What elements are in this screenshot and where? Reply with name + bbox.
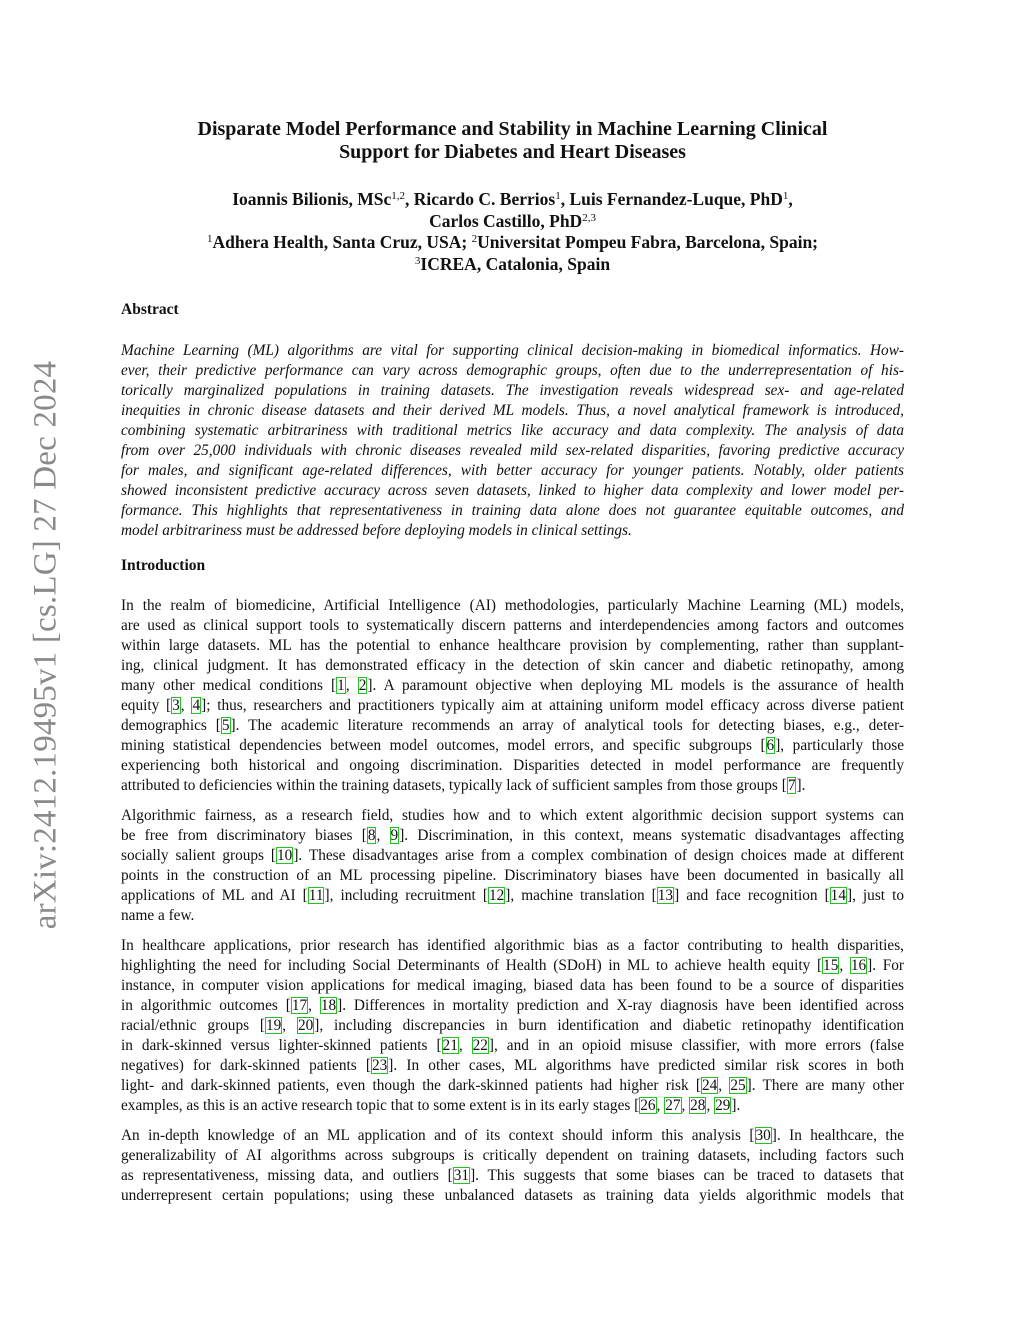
citation-link[interactable]: 4 bbox=[192, 697, 201, 714]
text-segment: equity [ bbox=[121, 697, 172, 714]
intro-paragraph-4 bbox=[121, 1126, 904, 1206]
text-segment: ] and face recognition [ bbox=[674, 887, 830, 904]
text-segment: light- and dark-skinned patients, even though the dark-skinned patients had higher risk [ bbox=[121, 1077, 701, 1094]
affiliation-line-2 bbox=[121, 254, 904, 276]
author-separator: , bbox=[788, 189, 793, 209]
text-segment: many other medical conditions [ bbox=[121, 677, 337, 694]
affiliation-line-1 bbox=[121, 232, 904, 254]
citation-link[interactable]: 22 bbox=[472, 1037, 488, 1054]
citation-link[interactable]: 30 bbox=[755, 1127, 771, 1144]
text-line bbox=[121, 716, 904, 736]
affiliation: Universitat Pompeu Fabra, Barcelona, Spain; bbox=[477, 232, 819, 253]
text-segment: ], just to bbox=[846, 887, 904, 904]
author-name: , Luis Fernandez-Luque, PhD bbox=[560, 189, 783, 209]
text-segment: , bbox=[282, 1017, 297, 1034]
text-segment: ], machine translation [ bbox=[505, 887, 657, 904]
text-segment: , bbox=[180, 697, 192, 714]
abstract-line: inequities in chronic disease datasets and their derived ML models. Thus, a novel analytical framework is introduced, bbox=[121, 402, 904, 419]
text-segment: examples, as this is an active research topic that to some extent is in its early stages [ bbox=[121, 1097, 640, 1114]
text-segment: ]. This suggests that some biases can be traced to datasets that bbox=[470, 1167, 904, 1184]
text-segment: , bbox=[656, 1097, 665, 1114]
text-line bbox=[121, 1076, 904, 1096]
abstract-line: for males, and significant age-related differences, with better accuracy for younger patients. Notably, older patients bbox=[121, 462, 904, 479]
text-segment: , bbox=[345, 677, 358, 694]
text-line bbox=[121, 1126, 904, 1146]
affiliation: Adhera Health, Santa Cruz, USA; bbox=[212, 232, 472, 253]
text-line bbox=[121, 1056, 904, 1076]
text-segment: , bbox=[839, 957, 850, 974]
citation-link[interactable]: 2 bbox=[358, 677, 367, 694]
arxiv-identifier-stamp bbox=[27, 350, 64, 940]
text-segment: socially salient groups [ bbox=[121, 847, 277, 864]
text-segment: ]. Differences in mortality prediction and X-ray diagnosis have been identified across bbox=[337, 997, 904, 1014]
affiliation-mark: 1 bbox=[782, 190, 789, 202]
text-line bbox=[121, 1036, 904, 1056]
text-segment: in dark-skinned versus lighter-skinned patients [ bbox=[121, 1037, 442, 1054]
abstract-line: Machine Learning (ML) algorithms are vital for supporting clinical decision-making in biomedical informatics. How- bbox=[121, 342, 904, 359]
title-line-2: Support for Diabetes and Heart Diseases bbox=[339, 141, 686, 163]
citation-link[interactable]: 12 bbox=[488, 887, 505, 904]
text-segment: ]. Discrimination, in this context, means systematic disadvantages affecting bbox=[399, 827, 904, 844]
citation-link[interactable]: 25 bbox=[730, 1077, 746, 1094]
affiliation-mark: 2 bbox=[471, 233, 478, 246]
text-line bbox=[121, 676, 904, 696]
citation-link[interactable]: 1 bbox=[337, 677, 345, 694]
title-line-1: Disparate Model Performance and Stability in Machine Learning Clinical bbox=[197, 118, 828, 140]
text-line: experiencing both historical and ongoing discrimination. Disparities detected in model performance are frequently bbox=[121, 757, 904, 774]
affiliation-mark: 3 bbox=[414, 255, 421, 268]
text-segment: highlighting the need for including Social Determinants of Health (SDoH) in ML to achieve health equity [ bbox=[121, 957, 823, 974]
citation-link[interactable]: 28 bbox=[690, 1097, 706, 1114]
citation-link[interactable]: 3 bbox=[172, 697, 180, 714]
citation-link[interactable]: 7 bbox=[787, 777, 796, 794]
citation-link[interactable]: 21 bbox=[442, 1037, 458, 1054]
text-segment: be free from discriminatory biases [ bbox=[121, 827, 367, 844]
text-segment: , bbox=[376, 827, 390, 844]
citation-link[interactable]: 17 bbox=[291, 997, 308, 1014]
text-segment: ], particularly those bbox=[775, 737, 904, 754]
citation-link[interactable]: 26 bbox=[640, 1097, 656, 1114]
text-line bbox=[121, 696, 904, 716]
text-segment: ], including recruitment [ bbox=[324, 887, 488, 904]
citation-link[interactable]: 14 bbox=[830, 887, 846, 904]
text-segment: attributed to deficiencies within the training datasets, typically lack of sufficient samples from those groups [ bbox=[121, 777, 787, 794]
abstract-line: torically marginalized populations in training datasets. The investigation reveals widespread sex- and age-related bbox=[121, 382, 904, 399]
citation-link[interactable]: 13 bbox=[657, 887, 674, 904]
text-segment: mining statistical dependencies between model outcomes, model errors, and specific subgroups [ bbox=[121, 737, 766, 754]
affiliation-mark: 1 bbox=[206, 233, 213, 246]
text-segment: An in-depth knowledge of an ML application and of its context should inform this analysis [ bbox=[121, 1127, 755, 1144]
abstract-line: showed inconsistent predictive accuracy across seven datasets, linked to higher data complexity and lower model per- bbox=[121, 482, 904, 499]
intro-paragraph-1 bbox=[121, 596, 904, 796]
intro-paragraph-2 bbox=[121, 806, 904, 926]
text-line bbox=[121, 886, 904, 906]
abstract-line: formance. This highlights that representativeness in training data alone does not guarantee equitable outcomes, and bbox=[121, 502, 904, 519]
citation-link[interactable]: 18 bbox=[320, 997, 337, 1014]
text-line bbox=[121, 776, 904, 796]
citation-link[interactable]: 23 bbox=[371, 1057, 388, 1074]
text-line: points in the construction of an ML processing pipeline. Discriminatory biases have been documented in basically all bbox=[121, 867, 904, 884]
text-line: In the realm of biomedicine, Artificial Intelligence (AI) methodologies, particularly Machine Learning (ML) models, bbox=[121, 597, 904, 614]
citation-link[interactable]: 8 bbox=[367, 827, 376, 844]
abstract-line: ever, their predictive performance can vary across demographic groups, often due to the underrepresentation of his- bbox=[121, 362, 904, 379]
citation-link[interactable]: 15 bbox=[823, 957, 839, 974]
affiliation: ICREA, Catalonia, Spain bbox=[420, 254, 611, 275]
author-name: Ioannis Bilionis, MSc bbox=[232, 189, 392, 209]
citation-link[interactable]: 10 bbox=[277, 847, 293, 864]
affiliation-mark: 1,2 bbox=[391, 190, 405, 202]
text-line: name a few. bbox=[121, 907, 195, 924]
abstract-text bbox=[121, 341, 904, 541]
text-segment: racial/ethnic groups [ bbox=[121, 1017, 265, 1034]
text-segment: ]. In other cases, ML algorithms have predicted similar risk scores in both bbox=[388, 1057, 904, 1074]
text-segment: ], including discrepancies in burn identification and diabetic retinopathy identification bbox=[314, 1017, 904, 1034]
citation-link[interactable]: 29 bbox=[715, 1097, 731, 1114]
text-line bbox=[121, 846, 904, 866]
abstract-line: combining systematic arbitrariness with traditional metrics like accuracy and data complexity. The analysis of data bbox=[121, 422, 904, 439]
text-segment: ]; thus, researchers and practitioners typically aim at attaining uniform model efficacy across diverse patient bbox=[201, 697, 904, 714]
text-segment: ]. A paramount objective when deploying ML models is the assurance of health bbox=[367, 677, 904, 694]
text-line: Algorithmic fairness, as a research field, studies how and to which extent algorithmic decision support systems can bbox=[121, 807, 904, 824]
intro-paragraph-3 bbox=[121, 936, 904, 1116]
text-segment: , bbox=[718, 1077, 730, 1094]
text-segment: as representativeness, missing data, and outliers [ bbox=[121, 1167, 453, 1184]
citation-link[interactable]: 31 bbox=[453, 1167, 470, 1184]
text-segment: , bbox=[308, 997, 320, 1014]
text-segment: negatives) for dark-skinned patients [ bbox=[121, 1057, 371, 1074]
text-segment: ]. In healthcare, the bbox=[771, 1127, 904, 1144]
text-line bbox=[121, 1096, 904, 1116]
text-line bbox=[121, 1016, 904, 1036]
arxiv-id: arXiv:2412.19495v1 [cs.LG] 27 Dec 2024 bbox=[27, 360, 64, 930]
text-segment: , bbox=[706, 1097, 715, 1114]
author-line-2 bbox=[121, 211, 904, 233]
citation-link[interactable]: 16 bbox=[850, 957, 867, 974]
text-segment: applications of ML and AI [ bbox=[121, 887, 308, 904]
text-line: are used as clinical support tools to systematically discern patterns and interdependencies among factors and outcomes bbox=[121, 617, 904, 634]
paper-title bbox=[121, 118, 904, 164]
author-name: , Ricardo C. Berrios bbox=[405, 189, 556, 209]
affiliation-mark: 1 bbox=[555, 190, 561, 202]
author-line-1 bbox=[121, 189, 904, 211]
text-segment: ]. bbox=[796, 777, 806, 794]
text-segment: ]. There are many other bbox=[746, 1077, 904, 1094]
text-line: instance, in computer vision applications for medical imaging, biased data has been found to be a source of disparities bbox=[121, 977, 904, 994]
text-segment: ]. The academic literature recommends an array of analytical tools for detecting biases, e.g., deter- bbox=[230, 717, 904, 734]
text-line bbox=[121, 996, 904, 1016]
abstract-line: from over 25,000 individuals with chronic diseases revealed mild sex-related disparities, favoring predictive accuracy bbox=[121, 442, 904, 459]
citation-link[interactable]: 24 bbox=[702, 1077, 718, 1094]
text-line: In healthcare applications, prior research has identified algorithmic bias as a factor contributing to health disparities, bbox=[121, 937, 904, 954]
text-line: generalizability of AI algorithms across subgroups is critically dependent on training datasets, including factors such bbox=[121, 1147, 904, 1164]
author-block bbox=[121, 189, 904, 276]
text-segment: in algorithmic outcomes [ bbox=[121, 997, 291, 1014]
introduction-heading: Introduction bbox=[121, 557, 206, 574]
text-line bbox=[121, 956, 904, 976]
abstract-line: model arbitrariness must be addressed before deploying models in clinical settings. bbox=[121, 522, 632, 539]
citation-link[interactable]: 6 bbox=[766, 737, 775, 754]
citation-link[interactable]: 9 bbox=[390, 827, 399, 844]
citation-link[interactable]: 27 bbox=[665, 1097, 681, 1114]
text-line bbox=[121, 736, 904, 756]
text-line: within large datasets. ML has the potential to enhance healthcare provision by complementing, rather than supplant- bbox=[121, 637, 904, 654]
citation-link[interactable]: 5 bbox=[221, 717, 230, 734]
citation-link[interactable]: 11 bbox=[308, 887, 324, 904]
text-segment: , bbox=[458, 1037, 472, 1054]
affiliation-mark: 2,3 bbox=[582, 211, 596, 224]
text-line: ing, clinical judgment. It has demonstrated efficacy in the detection of skin cancer and diabetic retinopathy, among bbox=[121, 657, 904, 674]
author-name: Carlos Castillo, PhD bbox=[429, 210, 583, 231]
text-segment: ], and in an opioid misuse classifier, with more errors (false bbox=[488, 1037, 904, 1054]
citation-link[interactable]: 20 bbox=[297, 1017, 314, 1034]
citation-link[interactable]: 19 bbox=[265, 1017, 282, 1034]
text-segment: ]. These disadvantages arise from a complex combination of design choices made at different bbox=[293, 847, 904, 864]
abstract-heading: Abstract bbox=[121, 301, 179, 318]
text-line: underrepresent certain populations; using these unbalanced datasets as training data yields algorithmic models that bbox=[121, 1187, 904, 1204]
text-line bbox=[121, 826, 904, 846]
text-segment: ]. For bbox=[867, 957, 904, 974]
text-segment: ]. bbox=[731, 1097, 741, 1114]
text-line bbox=[121, 1166, 904, 1186]
text-segment: demographics [ bbox=[121, 717, 221, 734]
text-segment: , bbox=[681, 1097, 690, 1114]
